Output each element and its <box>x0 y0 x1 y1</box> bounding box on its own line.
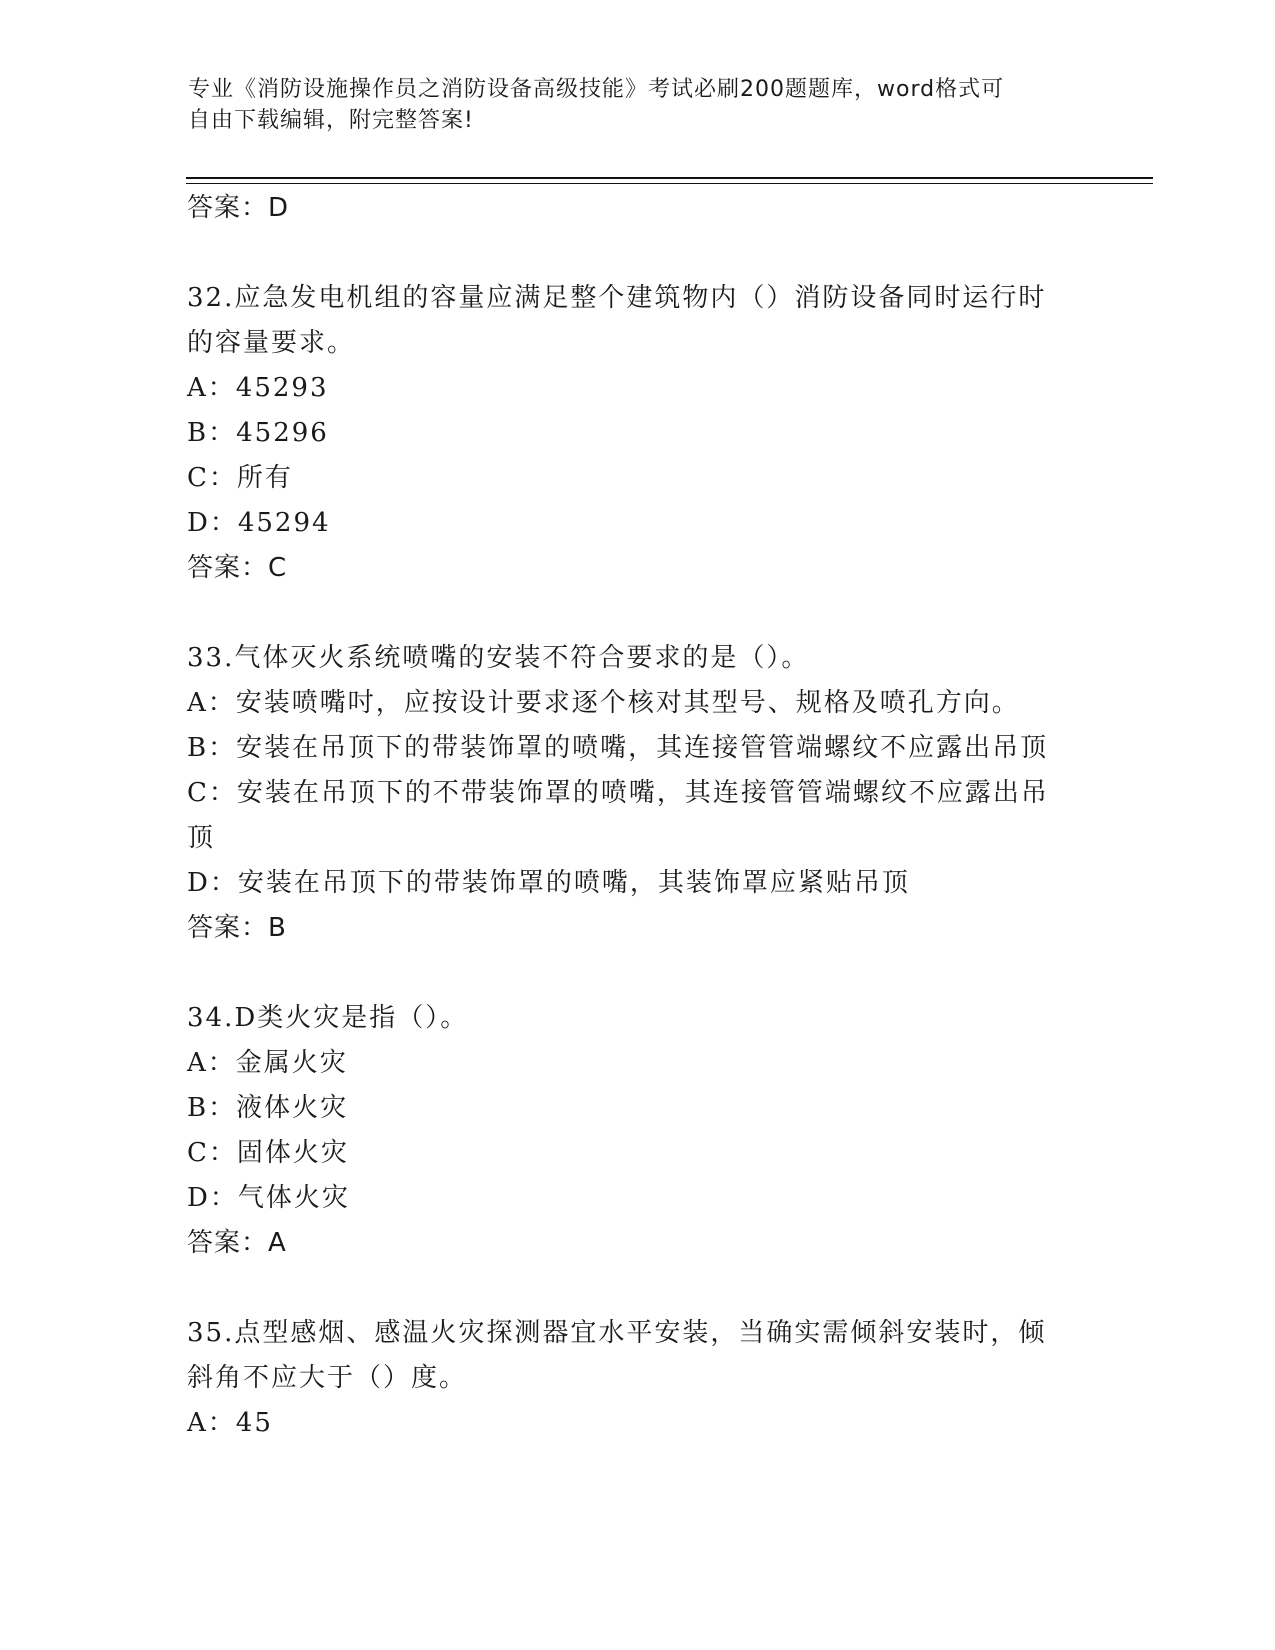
question-stem-line: 的容量要求。 <box>187 328 356 358</box>
question-stem-line: 33.气体灭火系统喷嘴的安装不符合要求的是（）。 <box>187 643 810 673</box>
option-b: B：安装在吊顶下的带装饰罩的喷嘴，其连接管管端螺纹不应露出吊顶 <box>187 733 1049 763</box>
question-stem-line: 斜角不应大于（）度。 <box>187 1363 468 1393</box>
option-c: C：所有 <box>187 463 293 493</box>
option-d: D：安装在吊顶下的带装饰罩的喷嘴，其装饰罩应紧贴吊顶 <box>187 868 910 898</box>
option-a: A：金属火灾 <box>187 1048 348 1078</box>
previous-answer: 答案：D <box>187 193 290 223</box>
answer-label: 答案：B <box>187 913 287 943</box>
question-stem-line: 34.D类火灾是指（）。 <box>187 1003 469 1033</box>
question-list <box>187 186 1087 1446</box>
option-c: C：安装在吊顶下的不带装饰罩的喷嘴，其连接管管端螺纹不应露出吊 <box>187 778 1049 808</box>
header-rule-thick <box>186 177 1153 179</box>
option-a: A：45 <box>187 1408 273 1438</box>
option-d: D：气体火灾 <box>187 1183 350 1213</box>
header-line-1: 专业《消防设施操作员之消防设备高级技能》考试必刷200题题库，word格式可 <box>188 77 1005 102</box>
option-b: B：45296 <box>187 418 329 448</box>
answer-label: 答案：C <box>187 553 288 583</box>
spacer <box>187 1266 1087 1311</box>
document-header <box>188 74 1088 136</box>
answer-label: 答案：A <box>187 1228 287 1258</box>
header-rule-thin <box>186 183 1153 184</box>
option-d: D：45294 <box>187 508 331 538</box>
question-32 <box>187 276 1087 591</box>
option-a: A：安装喷嘴吋，应按设计要求逐个核对其型号、规格及喷孔方向。 <box>187 688 1020 718</box>
option-c-continued: 顶 <box>187 823 216 853</box>
question-35 <box>187 1311 1087 1446</box>
option-b: B：液体火灾 <box>187 1093 349 1123</box>
question-33 <box>187 636 1087 951</box>
question-stem-line: 35.点型感烟、感温火灾探测器宜水平安装，当确实需倾斜安装时，倾 <box>187 1318 1047 1348</box>
option-c: C：固体火灾 <box>187 1138 349 1168</box>
question-stem-line: 32.应急发电机组的容量应满足整个建筑物内（）消防设备同时运行时 <box>187 283 1047 313</box>
option-a: A：45293 <box>187 373 329 403</box>
header-line-2: 自由下载编辑，附完整答案! <box>188 108 474 133</box>
spacer <box>187 951 1087 996</box>
spacer <box>187 231 1087 276</box>
spacer <box>187 591 1087 636</box>
question-34 <box>187 996 1087 1266</box>
